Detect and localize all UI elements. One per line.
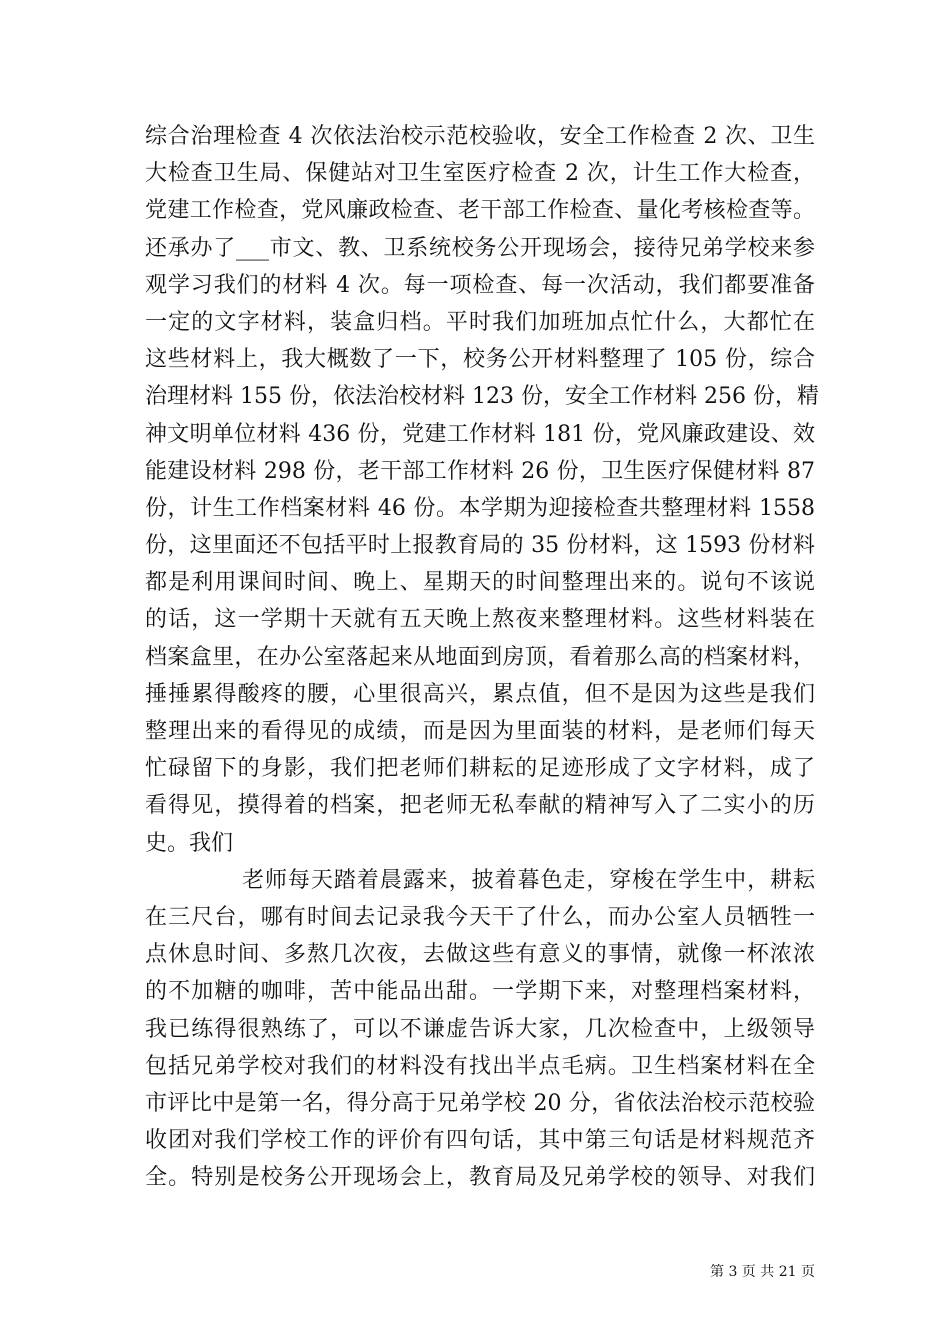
text-line: 大检查卫生局、保健站对卫生室医疗检查 2 次，计生工作大检查， (145, 161, 815, 187)
text-line: 还承办了___市文、教、卫系统校务公开现场会，接待兄弟学校来参 (145, 235, 815, 261)
text-line: 这些材料上，我大概数了一下，校务公开材料整理了 105 份，综合 (145, 347, 815, 373)
text-line: 史。我们 (145, 830, 234, 856)
text-line: 党建工作检查，党风廉政检查、老干部工作检查、量化考核检查等。 (145, 198, 815, 224)
text-line: 综合治理检查 4 次依法治校示范校验收，安全工作检查 2 次、卫生 (145, 124, 815, 149)
text-line: 收团对我们学校工作的评价有四句话，其中第三句话是材料规范齐 (145, 1128, 815, 1154)
text-line: 观学习我们的材料 4 次。每一项检查、每一次活动，我们都要准备 (145, 272, 815, 298)
text-line: 都是利用课间时间、晚上、星期天的时间整理出来的。说句不该说 (145, 570, 815, 596)
text-line: 全。特别是校务公开现场会上，教育局及兄弟学校的领导、对我们 (145, 1165, 815, 1191)
text-line: 包括兄弟学校对我们的材料没有找出半点毛病。卫生档案材料在全 (145, 1053, 815, 1079)
text-line: 捶捶累得酸疼的腰，心里很高兴，累点值，但不是因为这些是我们 (145, 681, 815, 707)
text-line: 的不加糖的咖啡，苦中能品出甜。一学期下来，对整理档案材料， (145, 979, 815, 1005)
text-line: 市评比中是第一名，得分高于兄弟学校 20 分，省依法治校示范校验 (145, 1090, 815, 1116)
text-line: 看得见，摸得着的档案，把老师无私奉献的精神写入了二实小的历 (145, 793, 815, 819)
text-line: 份，这里面还不包括平时上报教育局的 35 份材料，这 1593 份材料 (145, 533, 815, 559)
paragraph-first-line: 老师每天踏着晨露来，披着暮色走，穿梭在学生中，耕耘 (242, 867, 815, 893)
text-line: 治理材料 155 份，依法治校材料 123 份，安全工作材料 256 份，精 (145, 384, 819, 410)
text-line: 能建设材料 298 份，老干部工作材料 26 份，卫生医疗保健材料 87 (145, 458, 815, 484)
body-text (145, 118, 819, 1196)
text-line: 一定的文字材料，装盒归档。平时我们加班加点忙什么，大都忙在 (145, 309, 815, 335)
text-line: 的话，这一学期十天就有五天晚上熬夜来整理材料。这些材料装在 (145, 607, 815, 633)
text-line: 整理出来的看得见的成绩，而是因为里面装的材料，是老师们每天 (145, 719, 815, 744)
text-line: 点休息时间、多熬几次夜，去做这些有意义的事情，就像一杯浓浓 (145, 942, 815, 968)
text-line: 份，计生工作档案材料 46 份。本学期为迎接检查共整理材料 1558 (145, 495, 815, 521)
page-number-footer: 第 3 页 共 21 页 (710, 1264, 815, 1280)
text-line: 档案盒里，在办公室落起来从地面到房顶，看着那么高的档案材料， (145, 644, 815, 670)
text-line: 忙碌留下的身影，我们把老师们耕耘的足迹形成了文字材料，成了 (145, 756, 815, 782)
text-line: 在三尺台，哪有时间去记录我今天干了什么，而办公室人员牺牲一 (145, 904, 815, 930)
text-line: 我已练得很熟练了，可以不谦虚告诉大家，几次检查中，上级领导 (145, 1016, 815, 1042)
text-line: 神文明单位材料 436 份，党建工作材料 181 份，党风廉政建设、效 (145, 421, 815, 447)
